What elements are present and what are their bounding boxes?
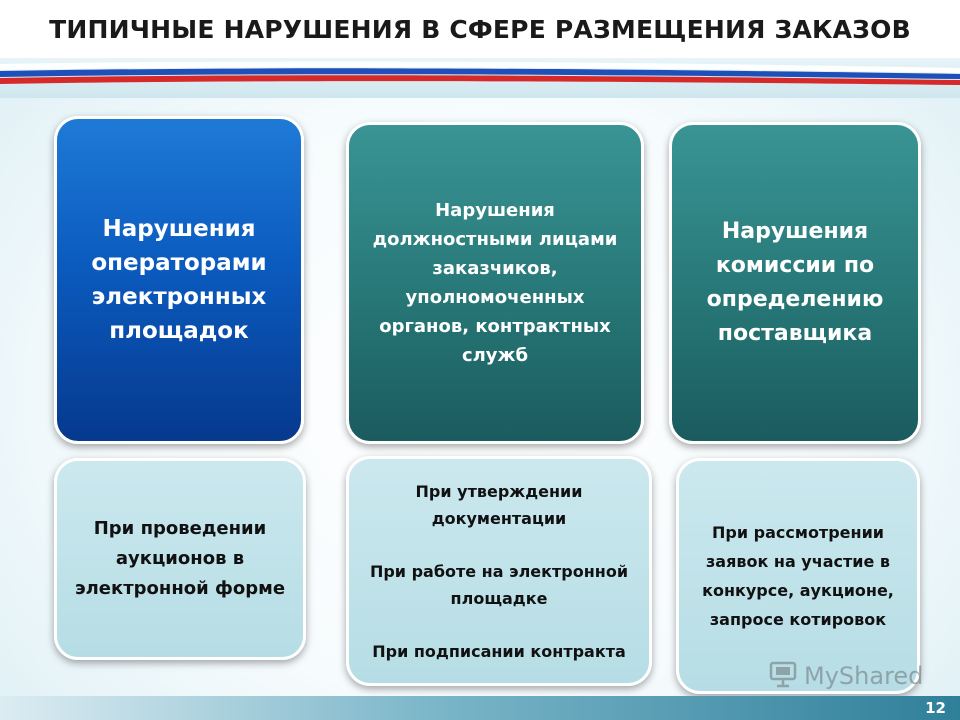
commission-violations-box: Нарушения комиссии по определению поставщика bbox=[669, 122, 921, 444]
slide-title: ТИПИЧНЫЕ НАРУШЕНИЯ В СФЕРЕ РАЗМЕЩЕНИЯ ЗАКАЗОВ bbox=[0, 0, 960, 58]
auction-conduct-box: При проведении аукционов в электронной форме bbox=[54, 458, 306, 660]
projector-board-icon bbox=[768, 659, 798, 693]
officials-violations-box: Нарушения должностными лицами заказчиков, уполномоченных органов, контрактных служб bbox=[346, 122, 644, 444]
footer-bar bbox=[0, 696, 960, 720]
operators-violations-box: Нарушения операторами электронных площадок bbox=[54, 116, 304, 444]
case-documentation: При утверждении документации bbox=[415, 481, 583, 528]
watermark-text: MyShared bbox=[804, 662, 924, 690]
flag-ribbon bbox=[0, 58, 960, 98]
applications-review-box: При рассмотрении заявок на участие в конкурсе, аукционе, запросе котировок bbox=[676, 458, 920, 694]
officials-cases-box bbox=[346, 456, 652, 686]
page-number: 12 bbox=[925, 699, 946, 717]
case-contract-signing: При подписании контракта bbox=[372, 641, 626, 661]
case-electronic-platform: При работе на электронной площадке bbox=[369, 561, 629, 608]
watermark-logo bbox=[768, 658, 928, 694]
